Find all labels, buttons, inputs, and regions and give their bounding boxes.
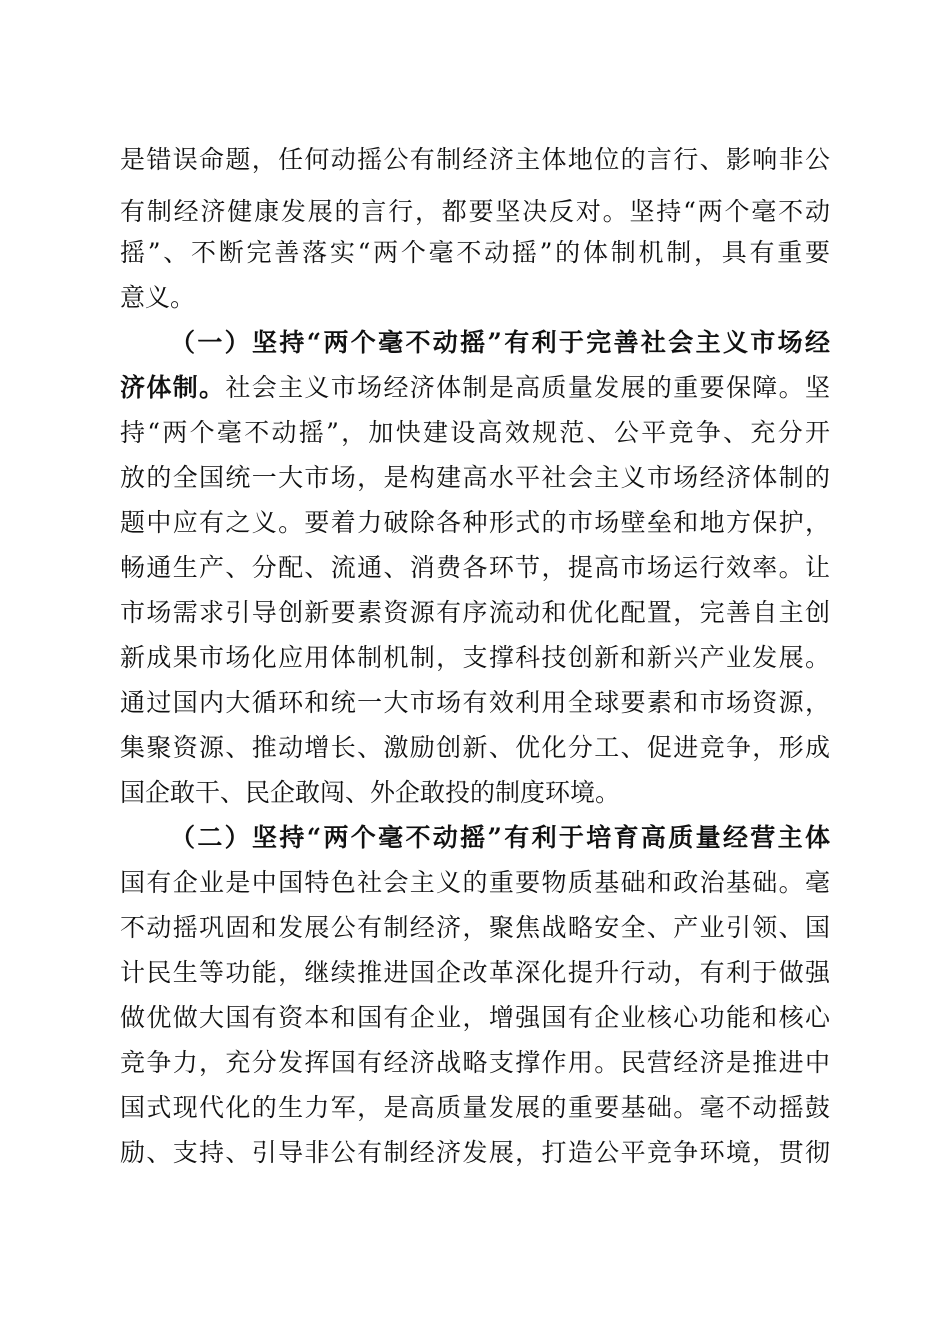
section2-line: 计民生等功能，继续推进国企改革深化提升行动，有利于做强	[120, 958, 830, 987]
intro-line: 意义。	[120, 283, 196, 312]
section2-heading: （二）坚持“两个毫不动摇”有利于培育高质量经营主体	[170, 823, 830, 852]
section1-line: 新成果市场化应用体制机制，支撑科技创新和新兴产业发展。	[120, 643, 830, 672]
section2-line: 做优做大国有资本和国有企业，增强国有企业核心功能和核心	[120, 1003, 830, 1032]
section1-line-rest: 社会主义市场经济体制是高质量发展的重要保障。坚	[225, 373, 830, 402]
section2-line: 励、支持、引导非公有制经济发展，打造公平竞争环境，贯彻	[120, 1138, 830, 1167]
section2-line: 国式现代化的生力军，是高质量发展的重要基础。毫不动摇鼓	[120, 1093, 830, 1122]
section1-line: 通过国内大循环和统一大市场有效利用全球要素和市场资源，	[120, 688, 830, 717]
section1-line: 畅通生产、分配、流通、消费各环节，提高市场运行效率。让	[120, 553, 830, 582]
section1-line: 题中应有之义。要着力破除各种形式的市场壁垒和地方保护，	[120, 508, 830, 537]
section1-line	[120, 364, 830, 412]
section2-line: 不动摇巩固和发展公有制经济，聚焦战略安全、产业引领、国	[120, 913, 830, 942]
section2-line: 国有企业是中国特色社会主义的重要物质基础和政治基础。毫	[120, 868, 830, 897]
section1-line: 集聚资源、推动增长、激励创新、优化分工、促进竞争，形成	[120, 733, 830, 762]
intro-line: 是错误命题，任何动摇公有制经济主体地位的言行、影响非公	[120, 145, 830, 174]
section1-line: 持“两个毫不动摇”，加快建设高效规范、公平竞争、充分开	[120, 418, 830, 447]
section1-heading: （一）坚持“两个毫不动摇”有利于完善社会主义市场经	[170, 328, 830, 357]
section1-line: 放的全国统一大市场，是构建高水平社会主义市场经济体制的	[120, 463, 830, 492]
intro-line: 有制经济健康发展的言行，都要坚决反对。坚持“两个毫不动	[120, 197, 830, 226]
section1-line: 市场需求引导创新要素资源有序流动和优化配置，完善自主创	[120, 598, 830, 627]
section1-line: 国企敢干、民企敢闯、外企敢投的制度环境。	[120, 778, 621, 807]
section2-line: 竞争力，充分发挥国有经济战略支撑作用。民营经济是推进中	[120, 1048, 830, 1077]
intro-line: 摇”、不断完善落实“两个毫不动摇”的体制机制，具有重要	[120, 238, 830, 267]
section1-heading-end: 济体制。	[120, 373, 226, 402]
